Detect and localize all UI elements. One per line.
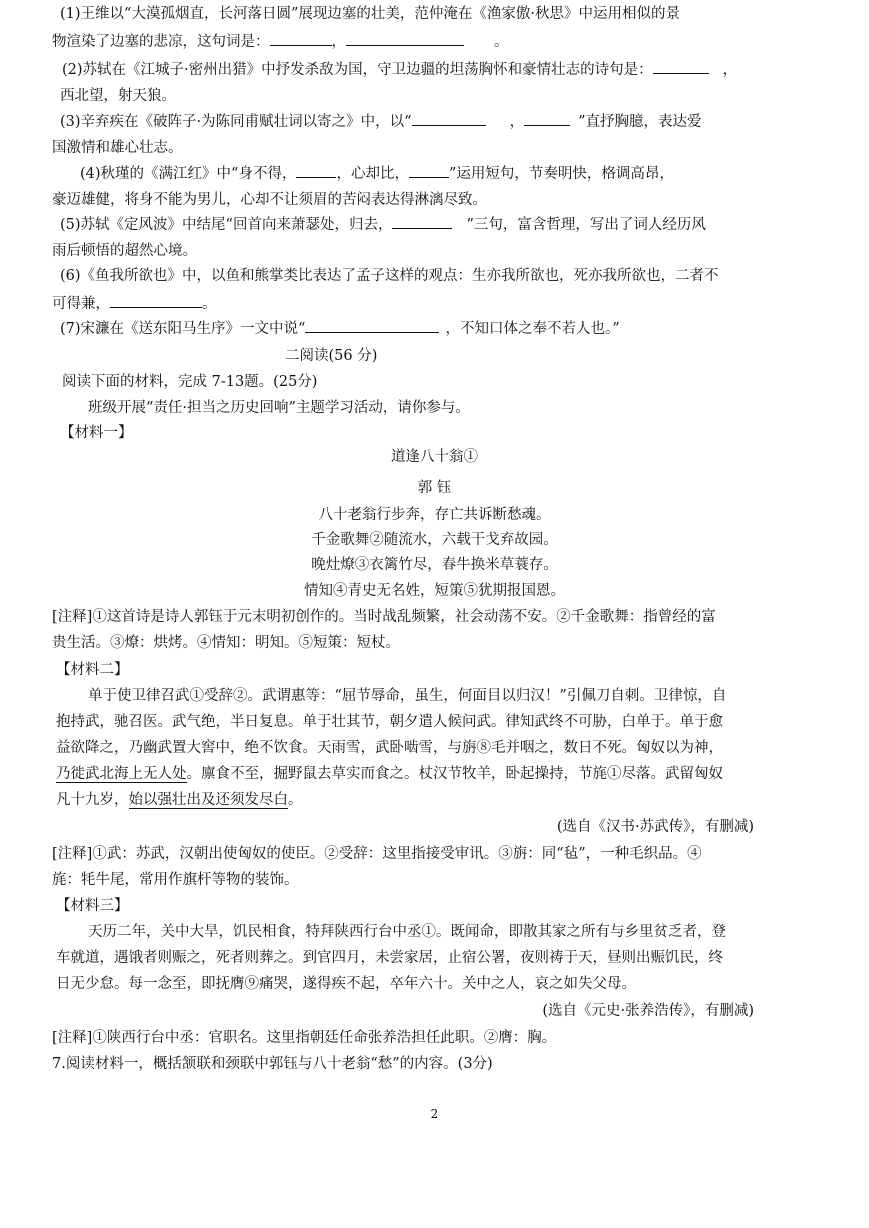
- poem-line: 晚灶燎③衣篱竹尽，春牛换米草蓑存。: [311, 557, 558, 573]
- material1-note-line2: 贵生活。③燎：烘烤。④情知：明知。⑤短策：短杖。: [52, 635, 400, 651]
- q7-line1-text: (7)宋濂在《送东阳马生序》一文中说“: [60, 321, 306, 337]
- q2-line1-text: (2)苏轼在《江城子·密州出猎》中抒发杀敌为国，守卫边疆的坦荡胸怀和豪情壮志的诗句是：: [62, 62, 653, 78]
- material2-source: (选自《汉书·苏武传》，有删减): [556, 819, 754, 835]
- q1-period: 。: [494, 34, 509, 50]
- material1-note-line1: [注释]①这首诗是诗人郭钰于元末明初创作的。当时战乱频繁，社会动荡不安。②千金歌舞：指曾经的富: [52, 609, 716, 625]
- answer-blank[interactable]: [305, 318, 439, 333]
- answer-blank[interactable]: [296, 163, 336, 178]
- q6-line2: [52, 293, 217, 314]
- answer-blank[interactable]: [270, 31, 332, 46]
- answer-blank[interactable]: [412, 111, 486, 126]
- q2-line1: [62, 59, 737, 80]
- material2-line: 抱持武，驰召医。武气绝，半日复息。单于壮其节，朝夕遣人候问武。律知武终不可胁，白单于。单于愈: [56, 714, 723, 730]
- q3-line1-text: (3)辛弃疾在《破阵子·为陈同甫赋壮词以寄之》中，以“: [60, 114, 412, 130]
- material3-line: 车就道，遇饿者则赈之，死者则葬之。到官四月，未尝家居，止宿公署，夜则祷于天，昼则出赈饥民，终: [56, 950, 723, 966]
- poem-line: 千金歌舞②随流水，六载干戈弃故园。: [311, 532, 558, 548]
- material2-label: 【材料二】: [56, 662, 129, 678]
- material3-source: (选自《元史·张养浩传》，有删减): [542, 1003, 754, 1019]
- q4-line1-text: (4)秋瑾的《满江红》中“身不得，: [80, 166, 297, 182]
- underlined-sentence: 乃徙武北海上无人处: [56, 766, 187, 782]
- material2-line: 单于使卫律召武①受辞②。武谓惠等：“屈节辱命，虽生，何面目以归汉！”引佩刀自刺。卫律惊，自: [88, 688, 727, 704]
- answer-blank[interactable]: [110, 293, 202, 308]
- answer-blank[interactable]: [392, 214, 452, 229]
- underlined-sentence: 始以强壮出及还须发尽白: [128, 792, 288, 808]
- q5-line1: [60, 214, 706, 235]
- q4-line1-end: ”运用短句，节奏明快，格调高昂，: [448, 166, 674, 182]
- material2-line: 益欲降之，乃幽武置大窖中，绝不饮食。天雨雪，武卧啮雪，与旃⑧毛并咽之，数日不死。匈奴以为神，: [56, 740, 723, 756]
- answer-blank[interactable]: [409, 163, 449, 178]
- q3-line1: [60, 111, 701, 132]
- material1-label: 【材料一】: [60, 425, 133, 441]
- poem-author: 郭 钰: [417, 480, 452, 496]
- q7-line1-end: ，不知口体之奉不若人也。”: [445, 321, 620, 337]
- question-7: 7.阅读材料一，概括颔联和颈联中郭钰与八十老翁“愁”的内容。(3分): [52, 1056, 493, 1072]
- q6-line2-text: 可得兼，: [52, 296, 110, 312]
- answer-blank[interactable]: [346, 31, 464, 46]
- q4-line1-middle: ，心却比，: [336, 166, 409, 182]
- q2-line2: 西北望，射天狼。: [60, 88, 176, 104]
- q1-separator: ，: [331, 34, 346, 50]
- material3-line: 日无少怠。每一念至，即抚膺⑨痛哭，遂得疾不起，卒年六十。关中之人，哀之如失父母。: [56, 976, 636, 992]
- section-title: 二阅读(56 分): [285, 348, 378, 364]
- material2-line4-rest: 。廪食不至，掘野鼠去草实而食之。杖汉节牧羊，卧起操持，节旄①尽落。武留匈奴: [186, 766, 723, 782]
- page-number: 2: [430, 1107, 439, 1121]
- q4-line2: 豪迈雄健，将身不能为男儿，心却不让须眉的苦闷表达得淋漓尽致。: [52, 192, 487, 208]
- q7-line1: [60, 318, 620, 339]
- poem-line: 情知④青史无名姓，短策⑤犹期报国恩。: [304, 583, 565, 599]
- poem-line: 八十老翁行步奔，存亡共诉断愁魂。: [318, 507, 551, 523]
- q5-line2: 雨后顿悟的超然心境。: [52, 243, 197, 259]
- material2-line4: [56, 764, 723, 784]
- q3-line2: 国激情和雄心壮志。: [52, 140, 183, 156]
- answer-blank[interactable]: [653, 59, 709, 74]
- q3-line1-end: ”直抒胸臆，表达爱: [578, 114, 702, 130]
- activity-intro: 班级开展“责任·担当之历史回响”主题学习活动，请你参与。: [88, 400, 470, 416]
- q1-line1: (1)王维以“大漠孤烟直，长河落日圆”展现边塞的壮美，范仲淹在《渔家傲·秋思》中运用相似的景: [60, 6, 680, 22]
- material2-line5-text: 凡十九岁，: [56, 792, 129, 808]
- q1-line2-text: 物渲染了边塞的悲凉，这句词是：: [52, 34, 270, 50]
- material3-label: 【材料三】: [56, 898, 129, 914]
- q5-line1-end: ”三句，富含哲理，写出了词人经历风: [466, 217, 706, 233]
- q5-line1-text: (5)苏轼《定风波》中结尾“回首向来萧瑟处，归去，: [60, 217, 393, 233]
- material2-line5-end: 。: [288, 792, 303, 808]
- q1-line2: [52, 31, 509, 52]
- poem-title: 道逢八十翁①: [391, 449, 478, 465]
- answer-blank[interactable]: [524, 111, 570, 126]
- material2-note-line2: 旄：牦牛尾，常用作旗杆等物的装饰。: [52, 872, 299, 888]
- reading-instructions: 阅读下面的材料，完成 7-13题。(25分): [62, 374, 318, 390]
- material3-note: [注释]①陕西行台中丞：官职名。这里指朝廷任命张养浩担任此职。②膺：胸。: [52, 1030, 557, 1046]
- q2-comma: ，: [722, 62, 738, 78]
- material2-line5: [56, 790, 303, 810]
- q6-period: 。: [202, 296, 217, 312]
- material3-line: 天历二年，关中大旱，饥民相食，特拜陕西行台中丞①。既闻命，即散其家之所有与乡里贫乏者，登: [88, 924, 726, 940]
- q6-line1: (6)《鱼我所欲也》中，以鱼和熊掌类比表达了孟子这样的观点：生亦我所欲也，死亦我所欲也，二者不: [60, 268, 719, 284]
- q4-line1: [80, 163, 674, 184]
- material2-note-line1: [注释]①武：苏武，汉朝出使匈奴的使臣。②受辞：这里指接受审讯。③旃：同“毡”，一种毛织品。④: [52, 846, 702, 862]
- q3-comma: ，: [509, 114, 525, 130]
